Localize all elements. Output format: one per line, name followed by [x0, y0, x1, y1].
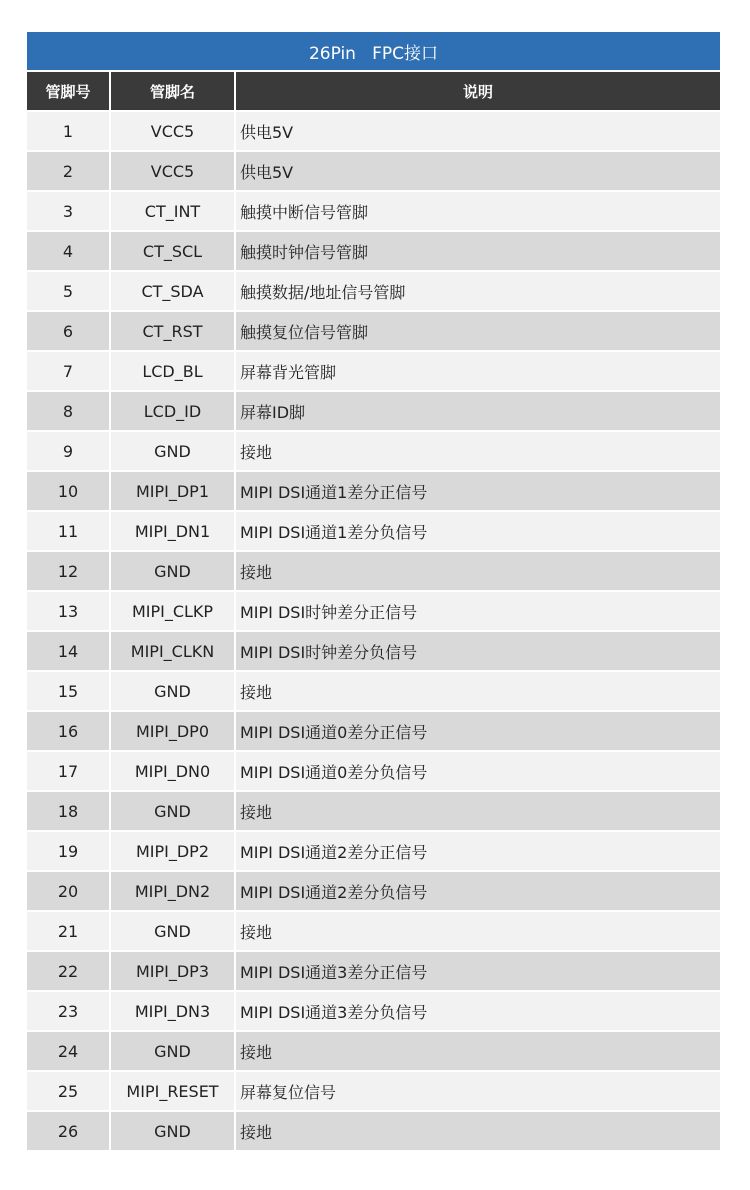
- pin-name-cell: MIPI_RESET: [111, 1072, 234, 1110]
- table-row: [27, 232, 720, 270]
- table-row: [27, 352, 720, 390]
- pin-description-cell: MIPI DSI时钟差分负信号: [236, 632, 720, 670]
- pin-description-cell: 供电5V: [236, 152, 720, 190]
- pin-number-cell: 8: [27, 392, 109, 430]
- pin-name-cell: MIPI_DN0: [111, 752, 234, 790]
- table-row: [27, 592, 720, 630]
- pin-description-cell: MIPI DSI通道3差分负信号: [236, 992, 720, 1030]
- pin-description-cell: 触摸复位信号管脚: [236, 312, 720, 350]
- pin-number-cell: 22: [27, 952, 109, 990]
- pin-number-cell: 20: [27, 872, 109, 910]
- table-row: [27, 272, 720, 310]
- pin-number-cell: 10: [27, 472, 109, 510]
- pin-description-cell: 接地: [236, 1032, 720, 1070]
- pin-name-cell: MIPI_DP2: [111, 832, 234, 870]
- pin-number-cell: 7: [27, 352, 109, 390]
- pin-number-cell: 12: [27, 552, 109, 590]
- table-title: 26Pin FPC接口: [27, 32, 720, 70]
- table-row: [27, 112, 720, 150]
- pin-number-cell: 25: [27, 1072, 109, 1110]
- pin-name-cell: CT_RST: [111, 312, 234, 350]
- table-row: [27, 192, 720, 230]
- table-row: [27, 712, 720, 750]
- table-row: [27, 632, 720, 670]
- table-row: [27, 1072, 720, 1110]
- pin-number-cell: 5: [27, 272, 109, 310]
- pin-name-cell: MIPI_DN3: [111, 992, 234, 1030]
- header-pin-number: 管脚号: [27, 72, 109, 110]
- pin-name-cell: GND: [111, 672, 234, 710]
- header-description: 说明: [236, 72, 720, 110]
- pin-number-cell: 24: [27, 1032, 109, 1070]
- pin-name-cell: VCC5: [111, 112, 234, 150]
- pin-name-cell: GND: [111, 792, 234, 830]
- table-row: [27, 152, 720, 190]
- table-row: [27, 792, 720, 830]
- pin-number-cell: 14: [27, 632, 109, 670]
- pin-number-cell: 26: [27, 1112, 109, 1150]
- pin-number-cell: 16: [27, 712, 109, 750]
- pin-table: [27, 32, 720, 1150]
- pin-number-cell: 9: [27, 432, 109, 470]
- pin-number-cell: 1: [27, 112, 109, 150]
- table-row: [27, 872, 720, 910]
- pin-name-cell: GND: [111, 1032, 234, 1070]
- pin-name-cell: MIPI_CLKN: [111, 632, 234, 670]
- pin-name-cell: GND: [111, 912, 234, 950]
- table-row: [27, 992, 720, 1030]
- table-row: [27, 1032, 720, 1070]
- pin-name-cell: MIPI_DN2: [111, 872, 234, 910]
- pin-description-cell: 接地: [236, 552, 720, 590]
- pin-number-cell: 13: [27, 592, 109, 630]
- pin-number-cell: 3: [27, 192, 109, 230]
- pin-name-cell: GND: [111, 1112, 234, 1150]
- pin-description-cell: MIPI DSI通道0差分正信号: [236, 712, 720, 750]
- pin-description-cell: MIPI DSI通道3差分正信号: [236, 952, 720, 990]
- table-row: [27, 392, 720, 430]
- pin-number-cell: 23: [27, 992, 109, 1030]
- pin-description-cell: MIPI DSI通道2差分正信号: [236, 832, 720, 870]
- table-row: [27, 672, 720, 710]
- table-row: [27, 952, 720, 990]
- pin-description-cell: 触摸时钟信号管脚: [236, 232, 720, 270]
- pin-number-cell: 6: [27, 312, 109, 350]
- pin-description-cell: 接地: [236, 432, 720, 470]
- pin-description-cell: 接地: [236, 672, 720, 710]
- pin-number-cell: 4: [27, 232, 109, 270]
- pin-number-cell: 17: [27, 752, 109, 790]
- pin-name-cell: MIPI_DP0: [111, 712, 234, 750]
- pin-name-cell: GND: [111, 432, 234, 470]
- pin-number-cell: 11: [27, 512, 109, 550]
- pin-name-cell: MIPI_DP1: [111, 472, 234, 510]
- table-row: [27, 832, 720, 870]
- table-row: [27, 472, 720, 510]
- pin-description-cell: 触摸数据/地址信号管脚: [236, 272, 720, 310]
- pin-number-cell: 2: [27, 152, 109, 190]
- table-row: [27, 512, 720, 550]
- pin-description-cell: 接地: [236, 912, 720, 950]
- table-row: [27, 752, 720, 790]
- pin-description-cell: MIPI DSI通道1差分负信号: [236, 512, 720, 550]
- pin-number-cell: 18: [27, 792, 109, 830]
- pin-number-cell: 15: [27, 672, 109, 710]
- table-row: [27, 912, 720, 950]
- pin-description-cell: 屏幕背光管脚: [236, 352, 720, 390]
- pin-description-cell: MIPI DSI通道1差分正信号: [236, 472, 720, 510]
- pin-name-cell: MIPI_DP3: [111, 952, 234, 990]
- pin-name-cell: LCD_ID: [111, 392, 234, 430]
- table-body: [27, 112, 720, 1150]
- table-row: [27, 432, 720, 470]
- pin-description-cell: 屏幕复位信号: [236, 1072, 720, 1110]
- pin-description-cell: 接地: [236, 792, 720, 830]
- pin-name-cell: MIPI_CLKP: [111, 592, 234, 630]
- pin-name-cell: CT_SCL: [111, 232, 234, 270]
- pin-number-cell: 21: [27, 912, 109, 950]
- pin-name-cell: VCC5: [111, 152, 234, 190]
- pin-description-cell: 触摸中断信号管脚: [236, 192, 720, 230]
- pin-number-cell: 19: [27, 832, 109, 870]
- table-row: [27, 552, 720, 590]
- pin-description-cell: 屏幕ID脚: [236, 392, 720, 430]
- pin-name-cell: CT_INT: [111, 192, 234, 230]
- header-pin-name: 管脚名: [111, 72, 234, 110]
- pin-name-cell: GND: [111, 552, 234, 590]
- pin-description-cell: MIPI DSI时钟差分正信号: [236, 592, 720, 630]
- pin-description-cell: 接地: [236, 1112, 720, 1150]
- pin-description-cell: MIPI DSI通道0差分负信号: [236, 752, 720, 790]
- pin-name-cell: MIPI_DN1: [111, 512, 234, 550]
- pin-description-cell: 供电5V: [236, 112, 720, 150]
- table-header: [27, 72, 720, 110]
- table-row: [27, 1112, 720, 1150]
- table-row: [27, 312, 720, 350]
- pin-description-cell: MIPI DSI通道2差分负信号: [236, 872, 720, 910]
- pin-name-cell: CT_SDA: [111, 272, 234, 310]
- pin-name-cell: LCD_BL: [111, 352, 234, 390]
